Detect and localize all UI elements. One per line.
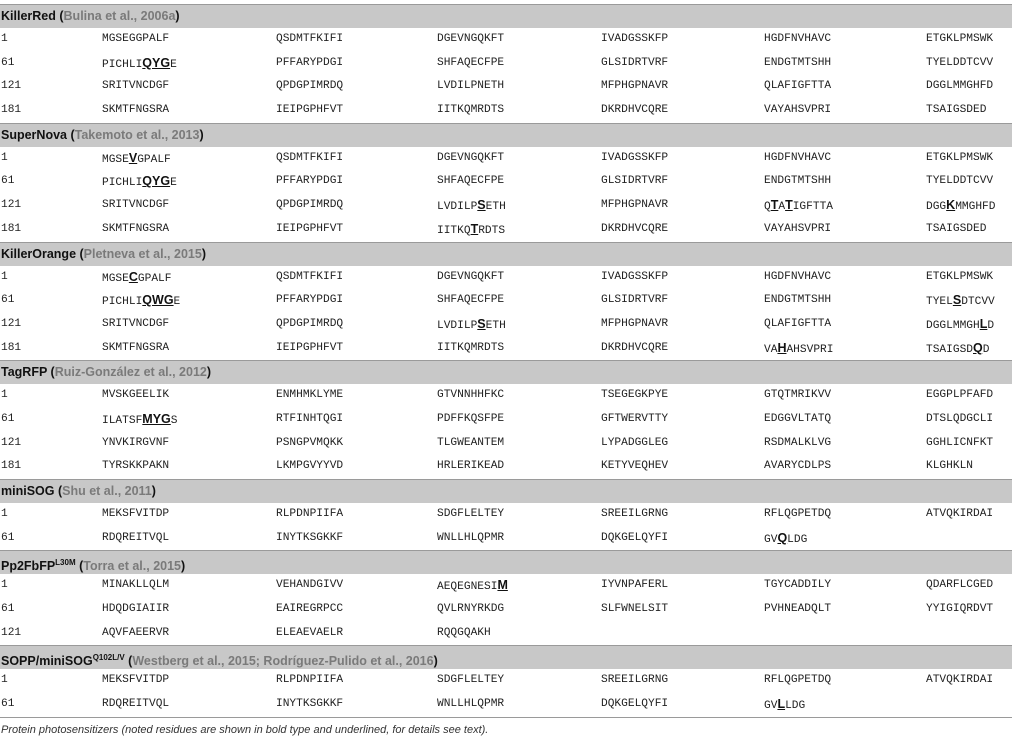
sequence-cell: MVSKGEELIK	[102, 389, 170, 402]
sequence-cell: IVADGSSKFP	[601, 33, 669, 45]
sequence-cell: TSAIGSDED	[926, 104, 987, 117]
sequence-cell: HRLERIKEAD	[437, 460, 505, 473]
residue-number: 61	[1, 175, 15, 188]
sequence-cell: AVARYCDLPS	[764, 460, 832, 473]
table-row	[0, 622, 1012, 646]
highlighted-residue: T	[785, 198, 793, 213]
sequence-cell: TYRSKKPAKN	[102, 460, 170, 473]
sequence-cell: ILATSFMYGS	[102, 411, 178, 427]
sequence-cell: PVHNEADQLT	[764, 603, 832, 616]
sequence-cell: RTFINHTQGI	[276, 412, 344, 425]
table-row	[0, 28, 1012, 52]
sequence-cell: HGDFNVHAVC	[764, 151, 832, 164]
highlighted-residue: QYG	[142, 174, 171, 189]
sequence-cell: INYTKSGKKF	[276, 531, 344, 544]
sequence-cell: ENDGTMTSHH	[764, 175, 832, 188]
sequence-cell: ENDGTMTSHH	[764, 56, 832, 69]
highlighted-residue: Q	[973, 340, 983, 355]
sequence-cell: IITKQMRDTS	[437, 341, 505, 354]
sequence-cell: TSAIGSDQD	[926, 340, 990, 356]
protein-variant-superscript: L30M	[55, 558, 76, 568]
sequence-cell: PFFARYPDGI	[276, 294, 344, 307]
highlighted-residue: K	[946, 198, 956, 213]
sequence-cell: TSEGEGKPYE	[601, 389, 669, 402]
sequence-cell: TYELDDTCVV	[926, 175, 994, 188]
table-row	[0, 52, 1012, 76]
table-row	[0, 218, 1012, 242]
residue-number: 1	[1, 151, 8, 164]
sequence-cell: DTSLQDGCLI	[926, 412, 994, 425]
residue-number: 1	[1, 674, 8, 687]
highlighted-residue: Q	[777, 530, 788, 545]
sequence-cell: DGEVNGQKFT	[437, 270, 505, 283]
table-row	[0, 408, 1012, 432]
sequence-cell: IYVNPAFERL	[601, 579, 669, 592]
residue-number: 61	[1, 531, 15, 544]
protein-name: SuperNova	[1, 127, 67, 142]
sequence-cell: LVDILPNETH	[437, 80, 505, 93]
sequence-cell: TSAIGSDED	[926, 222, 987, 235]
sequence-cell: AEQEGNESIM	[437, 578, 508, 594]
section-header: TagRFP (Ruiz-González et al., 2012)	[0, 360, 1012, 384]
table-row	[0, 99, 1012, 123]
highlighted-residue: H	[777, 340, 787, 355]
sequence-cell: ETGKLPMSWK	[926, 151, 994, 164]
highlighted-residue: T	[470, 221, 479, 236]
sequence-cell: TGYCADDILY	[764, 579, 832, 592]
sequence-cell: TYELDDTCVV	[926, 56, 994, 69]
highlighted-residue: QWG	[142, 293, 174, 308]
residue-number: 61	[1, 294, 15, 307]
residue-number: 181	[1, 104, 22, 117]
sequence-cell: ENDGTMTSHH	[764, 294, 832, 307]
sequence-cell: PFFARYPDGI	[276, 175, 344, 188]
sequence-cell: GTQTMRIKVV	[764, 389, 832, 402]
sequence-cell: PICHLIQWGE	[102, 293, 181, 309]
sequence-cell: WNLLHLQPMR	[437, 698, 505, 711]
sequence-cell: SREEILGRNG	[601, 508, 669, 520]
sequence-cell: KLGHKLN	[926, 460, 973, 473]
table-row	[0, 574, 1012, 598]
sequence-cell: YYIGIQRDVT	[926, 603, 994, 616]
table-footnote: Protein photosensitizers (noted residues are shown in bold type and underlined, for details see text).	[1, 724, 489, 736]
protein-name: Pp2FbFP	[1, 559, 56, 574]
sequence-cell: QSDMTFKIFI	[276, 270, 344, 283]
sequence-cell: DKRDHVCQRE	[601, 222, 669, 235]
residue-number: 1	[1, 508, 8, 520]
sequence-cell: MFPHGPNAVR	[601, 317, 669, 330]
sequence-cell: DGEVNGQKFT	[437, 33, 505, 45]
sequence-cell: LKMPGVYYVD	[276, 460, 344, 473]
citation-link[interactable]: Westberg et al., 2015; Rodríguez-Pulido et al., 2016	[132, 654, 434, 669]
sequence-cell: MGSEVGPALF	[102, 150, 171, 166]
residue-number: 121	[1, 199, 22, 212]
sequence-cell: MFPHGPNAVR	[601, 80, 669, 93]
sequence-cell: DGEVNGQKFT	[437, 151, 505, 164]
sequence-cell: SLFWNELSIT	[601, 603, 669, 616]
residue-number: 61	[1, 603, 15, 616]
sequence-cell: RFLQGPETDQ	[764, 674, 832, 687]
section-header: Pp2FbFP$^{L30M}$ (Torra et al., 2015)	[0, 550, 1012, 574]
sequence-cell: IVADGSSKFP	[601, 151, 669, 164]
sequence-cell: DQKGELQYFI	[601, 698, 669, 711]
sequence-cell: GLSIDRTVRF	[601, 175, 669, 188]
sequence-cell: SKMTFNGSRA	[102, 222, 170, 235]
sequence-cell: SHFAQECFPE	[437, 175, 505, 188]
highlighted-residue: C	[128, 269, 138, 284]
table-row	[0, 194, 1012, 218]
sequence-cell: MINAKLLQLM	[102, 579, 170, 592]
sequence-cell: VEHANDGIVV	[276, 579, 344, 592]
sequence-cell: EGGPLPFAFD	[926, 389, 994, 402]
sequence-cell: MEKSFVITDP	[102, 508, 170, 520]
citation-link[interactable]: Shu et al., 2011	[62, 484, 152, 498]
sequence-cell: HGDFNVHAVC	[764, 33, 832, 45]
sequence-cell: HGDFNVHAVC	[764, 270, 832, 283]
sequence-cell: AQVFAEERVR	[102, 626, 170, 639]
sequence-cell: LYPADGGLEG	[601, 436, 669, 449]
sequence-cell: ETGKLPMSWK	[926, 270, 994, 283]
sequence-cell: YNVKIRGVNF	[102, 436, 170, 449]
sequence-cell: QVLRNYRKDG	[437, 603, 505, 616]
section-header: SuperNova (Takemoto et al., 2013)	[0, 123, 1012, 147]
sequence-cell: DGGKMMGHFD	[926, 198, 996, 214]
highlighted-residue: V	[128, 150, 138, 165]
sequence-cell: WNLLHLQPMR	[437, 531, 505, 544]
residue-number: 1	[1, 579, 8, 592]
sequence-cell: IITKQMRDTS	[437, 104, 505, 117]
sequence-cell: PICHLIQYGE	[102, 55, 177, 71]
sequence-cell: GVLLDG	[764, 697, 806, 713]
section-header: KillerOrange (Pletneva et al., 2015)	[0, 242, 1012, 266]
sequence-cell: QTATIGFTTA	[764, 198, 834, 214]
sequence-cell: DKRDHVCQRE	[601, 104, 669, 117]
sequence-cell: ATVQKIRDAI	[926, 508, 994, 520]
sequence-cell: IEIPGPHFVT	[276, 104, 344, 117]
highlighted-residue: T	[770, 198, 779, 213]
sequence-cell: GTVNNHHFKC	[437, 389, 505, 402]
protein-name: KillerOrange	[1, 246, 77, 261]
sequence-cell: QDARFLCGED	[926, 579, 994, 592]
sequence-cell: ATVQKIRDAI	[926, 674, 994, 687]
highlighted-residue: M	[497, 578, 508, 593]
sequence-cell: VAHAHSVPRI	[764, 340, 834, 356]
sequence-cell: SDGFLELTEY	[437, 508, 505, 520]
protein-variant-superscript: Q102L/V	[92, 653, 125, 663]
residue-number: 121	[1, 80, 22, 93]
highlighted-residue: QYG	[142, 55, 171, 70]
sequence-cell: QLAFIGFTTA	[764, 80, 832, 93]
sequence-cell: IEIPGPHFVT	[276, 222, 344, 235]
sequence-cell: GLSIDRTVRF	[601, 56, 669, 69]
sequence-cell: SHFAQECFPE	[437, 294, 505, 307]
highlighted-residue: S	[477, 316, 486, 331]
sequence-cell: RDQREITVQL	[102, 531, 170, 544]
sequence-cell: MGSECGPALF	[102, 269, 172, 285]
protein-name: miniSOG	[1, 484, 55, 498]
sequence-cell: QPDGPIMRDQ	[276, 317, 344, 330]
sequence-cell: EAIREGRPCC	[276, 603, 344, 616]
table-row	[0, 266, 1012, 290]
table-row	[0, 455, 1012, 479]
section-header: SOPP/miniSOG$^{Q102L/V}$ (Westberg et al., 2015; Rodríguez-Pulido et al., 2016)	[0, 645, 1012, 669]
citation-link[interactable]: Bulina et al., 2006a	[63, 9, 176, 23]
sequence-cell: IEIPGPHFVT	[276, 341, 344, 354]
sequence-cell: PICHLIQYGE	[102, 174, 177, 190]
highlighted-residue: S	[952, 293, 962, 308]
sequence-cell: PFFARYPDGI	[276, 56, 344, 69]
sequence-cell: TLGWEANTEM	[437, 436, 505, 449]
sequence-cell: DKRDHVCQRE	[601, 341, 669, 354]
residue-number: 61	[1, 698, 15, 711]
sequence-cell: VAYAHSVPRI	[764, 222, 832, 235]
sequence-cell: QLAFIGFTTA	[764, 317, 832, 330]
sequence-cell: LVDILPSETH	[437, 316, 506, 332]
residue-number: 121	[1, 317, 22, 330]
table-row	[0, 384, 1012, 408]
sequence-cell: GFTWERVTTY	[601, 412, 669, 425]
section-header: miniSOG (Shu et al., 2011)	[0, 479, 1012, 503]
residue-number: 121	[1, 626, 22, 639]
sequence-cell: DQKGELQYFI	[601, 531, 669, 544]
table-row	[0, 313, 1012, 337]
sequence-cell: HDQDGIAIIR	[102, 603, 170, 616]
highlighted-residue: L	[777, 697, 786, 712]
sequence-cell: RFLQGPETDQ	[764, 508, 832, 520]
highlighted-residue: L	[979, 316, 988, 331]
sequence-cell: TYELSDTCVV	[926, 293, 995, 309]
table-row	[0, 693, 1012, 717]
table-row	[0, 598, 1012, 622]
sequence-cell: SKMTFNGSRA	[102, 341, 170, 354]
citation-link[interactable]: Takemoto et al., 2013	[74, 127, 200, 142]
citation-link[interactable]: Ruiz-González et al., 2012	[54, 365, 207, 380]
protein-name: KillerRed	[1, 9, 56, 23]
sequence-cell: IITKQTRDTS	[437, 221, 506, 237]
sequence-cell: KETYVEQHEV	[601, 460, 669, 473]
sequence-cell: GGHLICNFKT	[926, 436, 994, 449]
sequence-cell: SDGFLELTEY	[437, 674, 505, 687]
sequence-cell: SHFAQECFPE	[437, 56, 505, 69]
sequence-cell: ELEAEVAELR	[276, 626, 344, 639]
highlighted-residue: MYG	[142, 411, 171, 426]
sequence-cell: PSNGPVMQKK	[276, 436, 344, 449]
sequence-cell: RLPDNPIIFA	[276, 508, 344, 520]
sequence-cell: QPDGPIMRDQ	[276, 80, 344, 93]
residue-number: 61	[1, 412, 15, 425]
section-header: KillerRed (Bulina et al., 2006a)	[0, 4, 1012, 28]
sequence-cell: INYTKSGKKF	[276, 698, 344, 711]
residue-number: 1	[1, 33, 8, 45]
table-row	[0, 527, 1012, 551]
table-row	[0, 289, 1012, 313]
citation-link[interactable]: Pletneva et al., 2015	[83, 246, 202, 261]
citation-link[interactable]: Torra et al., 2015	[83, 559, 182, 574]
sequence-cell: SRITVNCDGF	[102, 199, 170, 212]
sequence-cell: MEKSFVITDP	[102, 674, 170, 687]
sequence-cell: IVADGSSKFP	[601, 270, 669, 283]
sequence-cell: RQQGQAKH	[437, 626, 491, 639]
table-row	[0, 669, 1012, 693]
highlighted-residue: S	[477, 198, 486, 213]
sequence-cell: VAYAHSVPRI	[764, 104, 832, 117]
sequence-cell: ENMHMKLYME	[276, 389, 344, 402]
sequence-cell: SRITVNCDGF	[102, 317, 170, 330]
table-row	[0, 432, 1012, 456]
table-row	[0, 170, 1012, 194]
table-row	[0, 147, 1012, 171]
sequence-cell: RDQREITVQL	[102, 698, 170, 711]
sequence-cell: DGGLMMGHLD	[926, 316, 995, 332]
sequence-cell: SKMTFNGSRA	[102, 104, 170, 117]
residue-number: 1	[1, 270, 8, 283]
table-row	[0, 337, 1012, 361]
sequence-cell: RSDMALKLVG	[764, 436, 832, 449]
sequence-cell: EDGGVLTATQ	[764, 412, 832, 425]
table-row	[0, 75, 1012, 99]
residue-number: 181	[1, 222, 22, 235]
residue-number: 1	[1, 389, 8, 402]
sequence-cell: SRITVNCDGF	[102, 80, 170, 93]
residue-number: 61	[1, 56, 15, 69]
residue-number: 181	[1, 341, 22, 354]
sequence-cell: QSDMTFKIFI	[276, 151, 344, 164]
sequence-table	[0, 4, 1012, 718]
sequence-cell: SREEILGRNG	[601, 674, 669, 687]
sequence-cell: GVQLDG	[764, 530, 808, 546]
table-bottom-rule	[0, 717, 1012, 718]
sequence-cell: ETGKLPMSWK	[926, 33, 994, 45]
sequence-cell: MFPHGPNAVR	[601, 199, 669, 212]
residue-number: 181	[1, 460, 22, 473]
sequence-cell: MGSEGGPALF	[102, 33, 170, 45]
protein-name: SOPP/miniSOG	[1, 654, 93, 669]
table-row	[0, 503, 1012, 527]
sequence-cell: LVDILPSETH	[437, 198, 506, 214]
protein-name: TagRFP	[1, 365, 48, 380]
sequence-cell: PDFFKQSFPE	[437, 412, 505, 425]
sequence-cell: RLPDNPIIFA	[276, 674, 344, 687]
sequence-cell: QPDGPIMRDQ	[276, 199, 344, 212]
sequence-cell: GLSIDRTVRF	[601, 294, 669, 307]
sequence-cell: QSDMTFKIFI	[276, 33, 344, 45]
residue-number: 121	[1, 436, 22, 449]
sequence-cell: DGGLMMGHFD	[926, 80, 994, 93]
